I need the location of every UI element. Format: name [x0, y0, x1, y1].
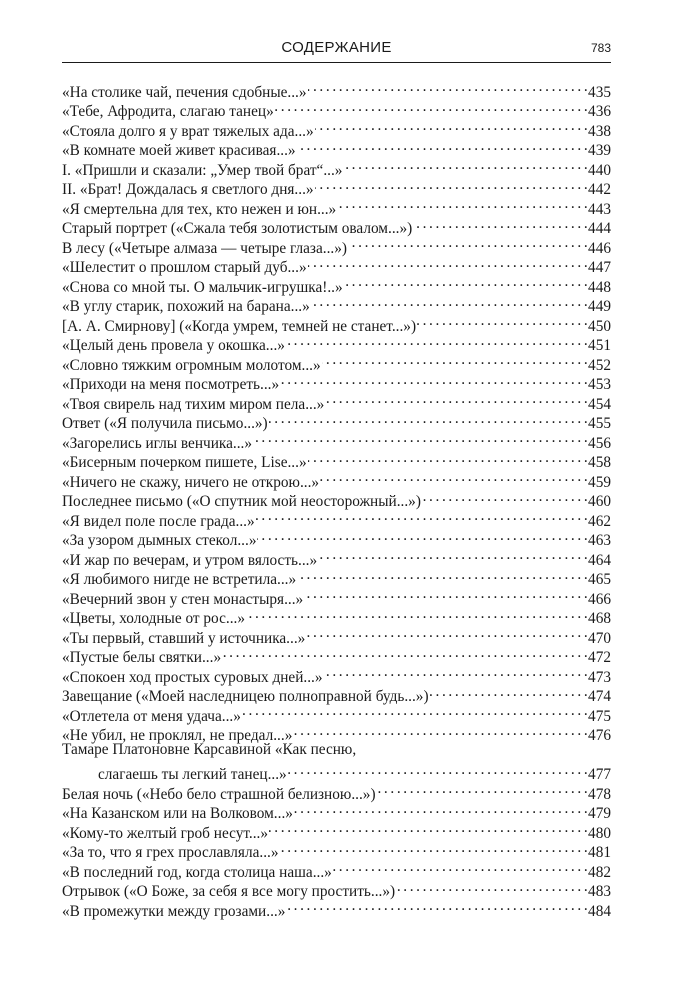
entry-title: «Спокоен ход простых суровых дней...»: [62, 668, 323, 686]
dot-leader: [318, 545, 587, 565]
dot-leader: [315, 175, 587, 195]
dot-leader: [320, 467, 587, 487]
entry-title: «Я смертельна для тех, кто нежен и юн...»: [62, 200, 337, 218]
entry-page-number: 448: [588, 278, 611, 296]
dot-leader: [311, 292, 587, 312]
entry-page-number: 456: [588, 434, 611, 452]
entry-page-number: 462: [588, 512, 611, 530]
dot-leader: [242, 701, 587, 721]
dot-leader: [275, 97, 587, 117]
entry-title: «Стояла долго я у врат тяжелых ада...»: [62, 122, 314, 140]
entry-page-number: 460: [588, 493, 611, 510]
dot-leader: [308, 448, 587, 468]
entry-title: «Загорелись иглы венчика...»: [62, 434, 253, 452]
entry-title: «Шелестит о прошлом старый дуб...»: [62, 259, 307, 276]
entry-title: «Твоя свирель над тихим миром пела...»: [62, 395, 325, 413]
dot-leader: [256, 506, 587, 526]
dot-leader: [280, 838, 588, 858]
page-number: 783: [590, 41, 611, 55]
dot-leader: [396, 877, 587, 897]
entry-page-number: 443: [588, 200, 611, 218]
section-title: СОДЕРЖАНИЕ: [281, 39, 392, 56]
dot-leader: [222, 643, 587, 663]
entry-title: Завещание («Моей наследницею полноправной будь...»): [62, 688, 429, 705]
entry-page-number: 472: [588, 649, 611, 666]
dot-leader: [253, 428, 587, 448]
entry-title: Ответ («Я получила письмо...»): [62, 415, 268, 432]
entry-title-line2: слагаешь ты легкий танец...»: [98, 766, 287, 783]
entry-title: «В углу старик, похожий на барана...»: [62, 298, 310, 315]
entry-title-line2-row: [62, 760, 611, 783]
dot-leader: [325, 389, 587, 409]
entry-page-number: 482: [588, 863, 611, 881]
entry-title: «Ты первый, ставший у источника...»: [62, 629, 306, 647]
dot-leader: [377, 779, 588, 799]
entry-page-number: 444: [588, 220, 611, 237]
entry-page-number: 447: [588, 259, 611, 276]
entry-page-number: 474: [588, 688, 611, 705]
entry-page-number: 449: [588, 298, 611, 315]
entry-page-number: 473: [588, 668, 611, 686]
entry-title: «В комнате моей живет красивая...»: [62, 142, 296, 159]
running-header: [62, 38, 611, 63]
entry-title: «На Казанском или на Волковом...»: [62, 805, 293, 822]
dot-leader: [269, 409, 587, 429]
dot-leader: [333, 857, 587, 877]
dot-leader: [306, 623, 587, 643]
toc-entry-multiline: [62, 740, 611, 783]
entry-page-number: 446: [588, 239, 611, 257]
entry-title: Белая ночь («Небо бело страшной белизною...»): [62, 785, 376, 803]
entry-title: «За узором дымных стекол...»: [62, 532, 257, 549]
entry-title: Отрывок («О Боже, за себя я все могу простить...»): [62, 883, 396, 900]
dot-leader: [297, 136, 587, 156]
dot-leader: [348, 233, 587, 253]
entry-page-number: 465: [588, 571, 611, 588]
entry-page-number: 452: [588, 356, 611, 374]
entry-page-number: 478: [588, 785, 611, 803]
dot-leader: [422, 487, 587, 507]
entry-title: «Цветы, холодные от рос...»: [62, 610, 245, 627]
entry-page-number: 463: [588, 532, 611, 549]
entry-page-number: 470: [588, 629, 611, 647]
entry-page-number: 451: [588, 337, 611, 354]
entry-title: «Я видел поле после града...»: [62, 512, 255, 530]
entry-page-number: 464: [588, 551, 611, 569]
entry-title: «Вечерний звон у стен монастыря...»: [62, 590, 304, 608]
entry-title: «Кому-то желтый гроб несут...»: [62, 824, 269, 842]
entry-page-number: 439: [588, 142, 611, 159]
entry-title: [А. А. Смирнову] («Когда умрем, темней не станет...»): [62, 317, 417, 335]
entry-title: «Словно тяжким огромным молотом...»: [62, 356, 321, 374]
entry-page-number: 454: [588, 395, 611, 413]
dot-leader: [257, 526, 587, 546]
dot-leader: [288, 760, 587, 780]
entry-title: Последнее письмо («О спутник мой неосторожный...»): [62, 493, 421, 510]
dot-leader: [304, 584, 587, 604]
entry-page-number: 438: [588, 122, 611, 140]
dot-leader: [343, 155, 587, 175]
dot-leader: [315, 116, 587, 136]
dot-leader: [286, 896, 587, 916]
entry-page-number: 442: [588, 181, 611, 198]
entry-page-number: 440: [588, 161, 611, 179]
entry-page-number: 458: [588, 454, 611, 471]
entry-title: «Приходи на меня посмотреть...»: [62, 376, 280, 393]
entry-page-number: 468: [588, 610, 611, 627]
entry-title: «Тебе, Афродита, слагаю танец»: [62, 103, 274, 120]
entry-title: «Бисерным почерком пишете, Lise...»: [62, 454, 307, 471]
entry-title-line1: Тамаре Платоновне Карсавиной «Как песню,: [62, 741, 357, 758]
entry-title: «В последний год, когда столица наша...»: [62, 863, 332, 881]
entry-page-number: 435: [588, 83, 611, 101]
toc-entry: [62, 77, 611, 101]
entry-page-number: 453: [588, 376, 611, 393]
table-of-contents: [62, 77, 611, 920]
entry-page-number: 450: [588, 317, 611, 335]
entry-title: II. «Брат! Дождалась я светлого дня...»: [62, 181, 314, 198]
entry-page-number: 476: [588, 727, 611, 744]
entry-page-number: 466: [588, 590, 611, 608]
dot-leader: [308, 77, 588, 97]
entry-title: «Я любимого нигде не встретила...»: [62, 571, 297, 588]
dot-leader: [324, 662, 588, 682]
dot-leader: [417, 311, 587, 331]
dot-leader: [246, 604, 587, 624]
entry-page-number: 480: [588, 824, 611, 842]
dot-leader: [322, 350, 587, 370]
entry-title: «В промежутки между грозами...»: [62, 902, 286, 920]
entry-title: I. «Пришли и сказали: „Умер твой брат“...»: [62, 161, 343, 179]
entry-title: «Пустые белы святки...»: [62, 649, 222, 666]
entry-title: «Снова со мной ты. О мальчик-игрушка!..»: [62, 278, 343, 296]
dot-leader: [337, 194, 587, 214]
dot-leader: [294, 799, 587, 819]
entry-title: «Отлетела от меня удача...»: [62, 707, 241, 725]
dot-leader: [280, 370, 587, 390]
entry-page-number: 475: [588, 707, 611, 725]
dot-leader: [344, 272, 587, 292]
dot-leader: [293, 721, 587, 741]
entry-page-number: 483: [588, 883, 611, 900]
entry-page-number: 459: [588, 473, 611, 491]
entry-title: «На столике чай, печения сдобные...»: [62, 83, 307, 101]
entry-title: Старый портрет («Сжала тебя золотистым овалом...»): [62, 220, 413, 237]
dot-leader: [297, 565, 587, 585]
entry-title: «Ничего не скажу, ничего не открою...»: [62, 473, 320, 491]
dot-leader: [269, 818, 587, 838]
entry-title: «Не убил, не проклял, не предал...»: [62, 727, 293, 744]
entry-page-number: 477: [588, 766, 611, 783]
entry-title: В лесу («Четыре алмаза — четыре глаза...»): [62, 239, 347, 257]
entry-page-number: 484: [588, 902, 611, 920]
entry-page-number: 436: [588, 103, 611, 120]
entry-page-number: 481: [588, 844, 611, 861]
entry-title: «И жар по вечерам, и утром вялость...»: [62, 551, 318, 569]
dot-leader: [430, 682, 587, 702]
entry-title: «Целый день провела у окошка...»: [62, 337, 285, 354]
entry-title: «За то, что я грех прославляла...»: [62, 844, 279, 861]
entry-page-number: 479: [588, 805, 611, 822]
dot-leader: [286, 331, 587, 351]
dot-leader: [413, 214, 587, 234]
entry-page-number: 455: [588, 415, 611, 432]
dot-leader: [308, 253, 587, 273]
